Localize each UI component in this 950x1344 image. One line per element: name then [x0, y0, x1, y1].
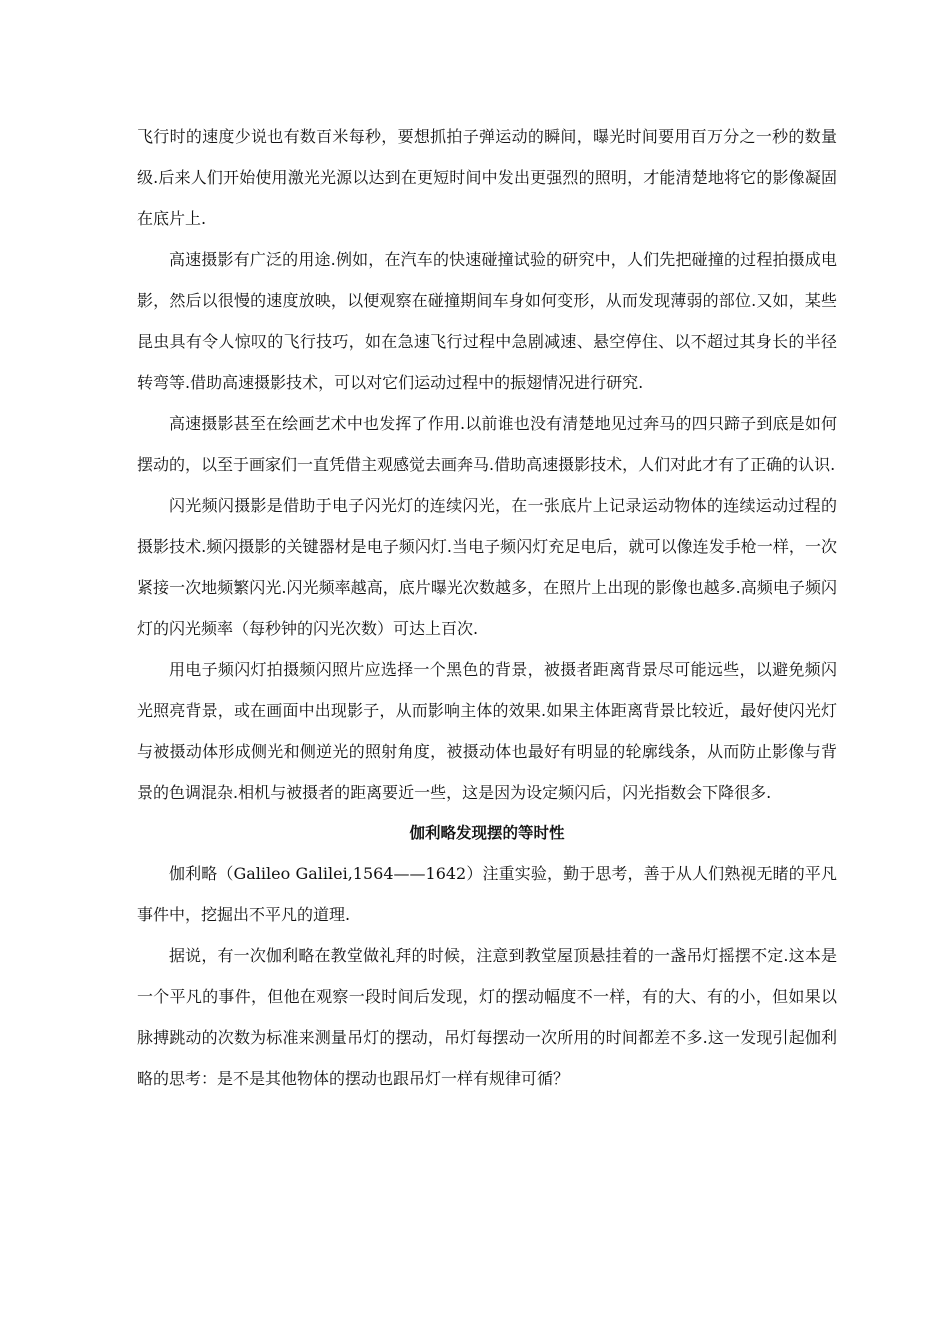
- paragraph-bullet-exposure: 飞行时的速度少说也有数百米每秒，要想抓拍子弹运动的瞬间，曝光时间要用百万分之一秒的数量级.后来人们开始使用激光光源以达到在更短时间中发出更强烈的照明，才能清楚地将它的影像凝固在底片上.: [137, 127, 837, 228]
- paragraph-galileo-intro: 伽利略（Galileo Galilei,1564——1642）注重实验，勤于思考，善于从人们熟视无睹的平凡事件中，挖掘出不平凡的道理.: [137, 864, 837, 924]
- paragraph-strobe-background: 用电子频闪灯拍摄频闪照片应选择一个黑色的背景，被摄者距离背景尽可能远些，以避免频闪光照亮背景，或在画面中出现影子，从而影响主体的效果.如果主体距离背景比较近，最好使闪光灯与被摄动体形成侧光和侧逆光的照射角度，被摄动体也最好有明显的轮廓线条，从而防止影像与背景的色调混杂.相机与被摄者的距离要近一些，这是因为设定频闪后，闪光指数会下降很多.: [137, 660, 837, 802]
- document-body: [137, 116, 837, 1099]
- section-heading: 伽利略发现摆的等时性: [409, 824, 565, 842]
- paragraph-strobe-photography: 闪光频闪摄影是借助于电子闪光灯的连续闪光，在一张底片上记录运动物体的连续运动过程的摄影技术.频闪摄影的关键器材是电子频闪灯.当电子频闪灯充足电后，就可以像连发手枪一样，一次紧接一次地频繁闪光.闪光频率越高，底片曝光次数越多，在照片上出现的影像也越多.高频电子频闪灯的闪光频率（每秒钟的闪光次数）可达上百次.: [137, 496, 837, 638]
- paragraph-high-speed-uses: 高速摄影有广泛的用途.例如，在汽车的快速碰撞试验的研究中，人们先把碰撞的过程拍摄成电影，然后以很慢的速度放映，以便观察在碰撞期间车身如何变形，从而发现薄弱的部位.又如，某些昆虫具有令人惊叹的飞行技巧，如在急速飞行过程中急剧减速、悬空停住、以不超过其身长的半径转弯等.借助高速摄影技术，可以对它们运动过程中的振翅情况进行研究.: [137, 250, 837, 392]
- paragraph-painting-horses: 高速摄影甚至在绘画艺术中也发挥了作用.以前谁也没有清楚地见过奔马的四只蹄子到底是如何摆动的，以至于画家们一直凭借主观感觉去画奔马.借助高速摄影技术，人们对此才有了正确的认识.: [137, 414, 837, 474]
- paragraph-galileo-lamp: 据说，有一次伽利略在教堂做礼拜的时候，注意到教堂屋顶悬挂着的一盏吊灯摇摆不定.这本是一个平凡的事件，但他在观察一段时间后发现，灯的摆动幅度不一样，有的大、有的小，但如果以脉搏跳动的次数为标准来测量吊灯的摆动，吊灯每摆动一次所用的时间都差不多.这一发现引起伽利略的思考：是不是其他物体的摆动也跟吊灯一样有规律可循？: [137, 946, 837, 1088]
